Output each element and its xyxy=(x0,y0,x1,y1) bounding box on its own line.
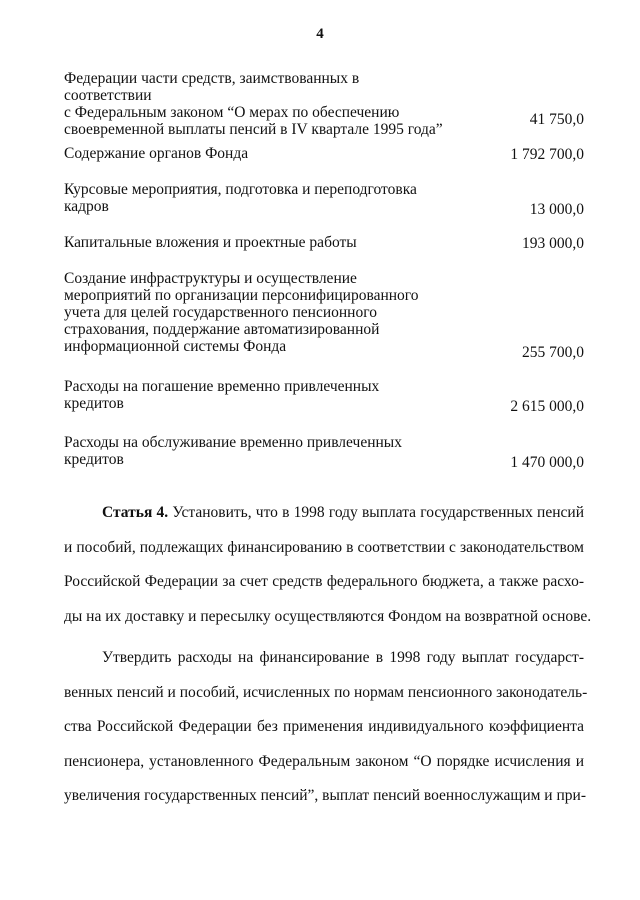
budget-item-amount: 41 750,0 xyxy=(529,111,584,128)
budget-row xyxy=(64,145,584,165)
budget-item-label: Содержание органов Фонда xyxy=(64,145,249,162)
budget-item-amount: 255 700,0 xyxy=(522,344,584,361)
budget-item-label: Федерации части средств, заимствованных в соответствии с Федеральным законом “О мерах по обеспечению своевременной выплаты пенсий в IV квартале 1995 года” xyxy=(64,70,443,138)
budget-row xyxy=(64,234,584,254)
budget-row xyxy=(64,378,584,418)
paragraph-line: венных пенсий и пособий, исчисленных по нормам пенсионного законодатель- xyxy=(64,683,588,701)
paragraph-line: Российской Федерации за счет средств федерального бюджета, а также расхо- xyxy=(64,573,584,590)
budget-item-amount: 2 615 000,0 xyxy=(510,398,584,415)
paragraph-line: Статья 4. Установить, что в 1998 году выплата государственных пенсий xyxy=(102,504,584,521)
budget-row xyxy=(64,181,584,221)
budget-item-amount: 1 792 700,0 xyxy=(510,146,584,163)
paragraph-line: Утвердить расходы на финансирование в 1998 году выплат государст- xyxy=(102,649,584,666)
budget-item-label: Создание инфраструктуры и осуществление мероприятий по организации персонифицированного учета для целей государственного пенсионного страхования, поддержание автоматизированной информационной системы Фонда xyxy=(64,270,419,355)
paragraph-line: ды на их доставку и пересылку осуществляются Фондом на возвратной основе. xyxy=(64,607,592,625)
expenses-paragraph xyxy=(64,648,588,821)
paragraph-line: увеличения государственных пенсий”, выплат пенсий военнослужащим и при- xyxy=(64,787,586,804)
budget-item-label: Расходы на погашение временно привлеченных кредитов xyxy=(64,378,380,412)
paragraph-line: ства Российской Федерации без применения индивидуального коэффициента xyxy=(64,718,584,735)
budget-item-amount: 193 000,0 xyxy=(522,235,584,252)
page-number: 4 xyxy=(316,26,324,42)
article-4-paragraph xyxy=(64,503,592,641)
budget-row xyxy=(64,434,584,474)
budget-item-label: Курсовые мероприятия, подготовка и переподготовка кадров xyxy=(64,181,417,215)
paragraph-line: и пособий, подлежащих финансированию в соответствии с законодательством xyxy=(64,538,584,556)
budget-row xyxy=(64,270,584,365)
article-label: Статья 4. xyxy=(102,504,169,521)
budget-item-amount: 1 470 000,0 xyxy=(510,454,584,471)
budget-item-label: Расходы на обслуживание временно привлеченных кредитов xyxy=(64,434,402,468)
paragraph-line: пенсионера, установленного Федеральным законом “О порядке исчисления и xyxy=(64,752,584,770)
budget-row xyxy=(64,70,584,138)
budget-item-label: Капитальные вложения и проектные работы xyxy=(64,234,357,251)
budget-item-amount: 13 000,0 xyxy=(529,201,584,218)
